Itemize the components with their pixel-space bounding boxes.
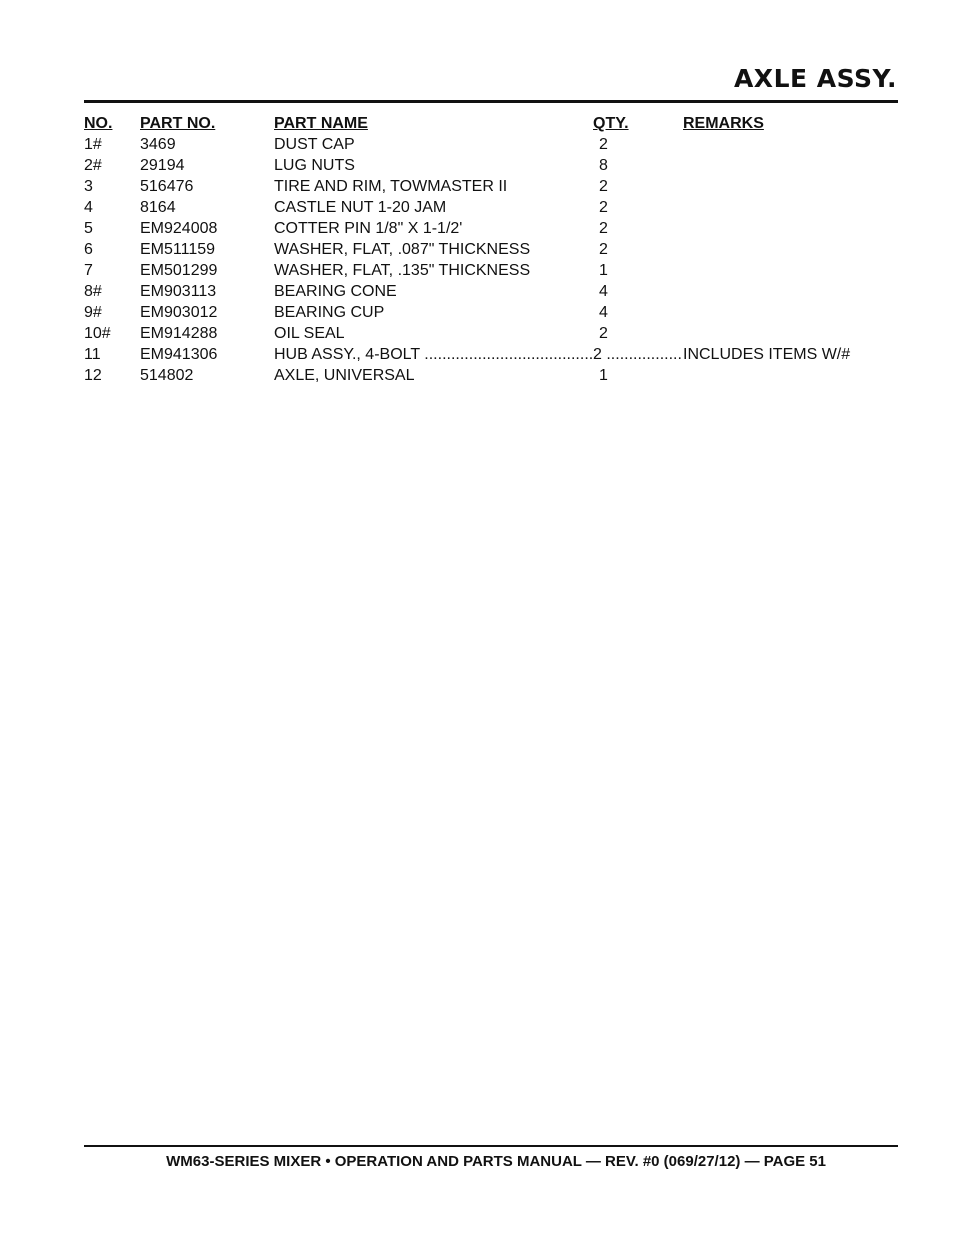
cell-qty: 2 (599, 241, 608, 258)
table-row (84, 134, 898, 155)
cell-part-no: EM914288 (140, 325, 218, 342)
cell-part-name: LUG NUTS (274, 157, 355, 174)
cell-part-name: CASTLE NUT 1-20 JAM (274, 199, 447, 216)
part-name-text: HUB ASSY., 4-BOLT ..... (274, 346, 593, 363)
cell-part-no: EM941306 (140, 346, 218, 363)
cell-no: 3 (84, 178, 93, 195)
qty-text: 2 ..... (593, 346, 683, 363)
cell-remarks (683, 155, 898, 176)
cell-no: 2# (84, 157, 102, 174)
cell-qty: 2 (599, 178, 608, 195)
cell-remarks (683, 176, 898, 197)
cell-part-name-dotted (274, 344, 593, 365)
header-part-no: PART NO. (140, 115, 216, 132)
cell-part-name: OIL SEAL (274, 325, 345, 342)
header-qty: QTY. (593, 115, 629, 132)
cell-qty-dotted (593, 344, 683, 365)
cell-remarks (683, 218, 898, 239)
table-row (84, 344, 898, 365)
cell-qty: 4 (599, 283, 608, 300)
cell-no: 11 (84, 346, 101, 363)
table-row (84, 281, 898, 302)
cell-part-name: BEARING CUP (274, 304, 385, 321)
cell-qty: 4 (599, 304, 608, 321)
cell-part-no: 516476 (140, 178, 194, 195)
table-row (84, 365, 898, 386)
cell-no: 8# (84, 283, 102, 300)
cell-remarks (683, 197, 898, 218)
cell-no: 6 (84, 241, 93, 258)
cell-remarks (683, 134, 898, 155)
cell-part-name: WASHER, FLAT, .135" THICKNESS (274, 262, 531, 279)
cell-remarks (683, 281, 898, 302)
title-divider (84, 100, 898, 103)
page-footer: WM63-SERIES MIXER • OPERATION AND PARTS MANUAL — REV. #0 (069/27/12) — PAGE 51 (166, 1153, 826, 1170)
cell-qty: 2 (599, 199, 608, 216)
cell-part-no: EM903012 (140, 304, 218, 321)
table-row (84, 176, 898, 197)
cell-no: 9# (84, 304, 102, 321)
table-row (84, 302, 898, 323)
table-row (84, 218, 898, 239)
cell-part-name: AXLE, UNIVERSAL (274, 367, 415, 384)
cell-part-name: WASHER, FLAT, .087" THICKNESS (274, 241, 531, 258)
table-row (84, 155, 898, 176)
cell-part-name: DUST CAP (274, 136, 355, 153)
cell-remarks (683, 323, 898, 344)
cell-part-no: EM924008 (140, 220, 218, 237)
cell-part-name: BEARING CONE (274, 283, 397, 300)
cell-no: 1# (84, 136, 102, 153)
table-header-row (84, 113, 898, 134)
cell-no: 12 (84, 367, 102, 384)
cell-part-name: COTTER PIN 1/8" X 1-1/2' (274, 220, 463, 237)
cell-remarks (683, 260, 898, 281)
table-row (84, 323, 898, 344)
cell-part-name: TIRE AND RIM, TOWMASTER II (274, 178, 508, 195)
cell-part-no: EM903113 (140, 283, 217, 300)
header-remarks: REMARKS (683, 115, 764, 132)
footer-divider (84, 1145, 898, 1147)
cell-part-no: 8164 (140, 199, 176, 216)
cell-qty: 2 (599, 220, 608, 237)
cell-remarks (683, 302, 898, 323)
cell-qty: 8 (599, 157, 608, 174)
cell-no: 10# (84, 325, 111, 342)
header-no: NO. (84, 115, 113, 132)
cell-no: 4 (84, 199, 93, 216)
cell-qty: 1 (599, 262, 608, 279)
cell-remarks: INCLUDES ITEMS W/# (683, 346, 851, 363)
parts-list-table (84, 113, 898, 386)
cell-qty: 1 (599, 367, 608, 384)
table-row (84, 197, 898, 218)
cell-part-no: EM511159 (140, 241, 216, 258)
cell-no: 7 (84, 262, 93, 279)
page-title: AXLE ASSY. (733, 64, 897, 93)
cell-part-no: EM501299 (140, 262, 218, 279)
table-row (84, 239, 898, 260)
header-part-name: PART NAME (274, 115, 368, 132)
cell-no: 5 (84, 220, 93, 237)
cell-part-no: 3469 (140, 136, 176, 153)
cell-part-no: 514802 (140, 367, 194, 384)
cell-remarks (683, 239, 898, 260)
table-row (84, 260, 898, 281)
cell-qty: 2 (599, 325, 608, 342)
cell-qty: 2 (599, 136, 608, 153)
cell-part-no: 29194 (140, 157, 185, 174)
cell-remarks (683, 365, 898, 386)
